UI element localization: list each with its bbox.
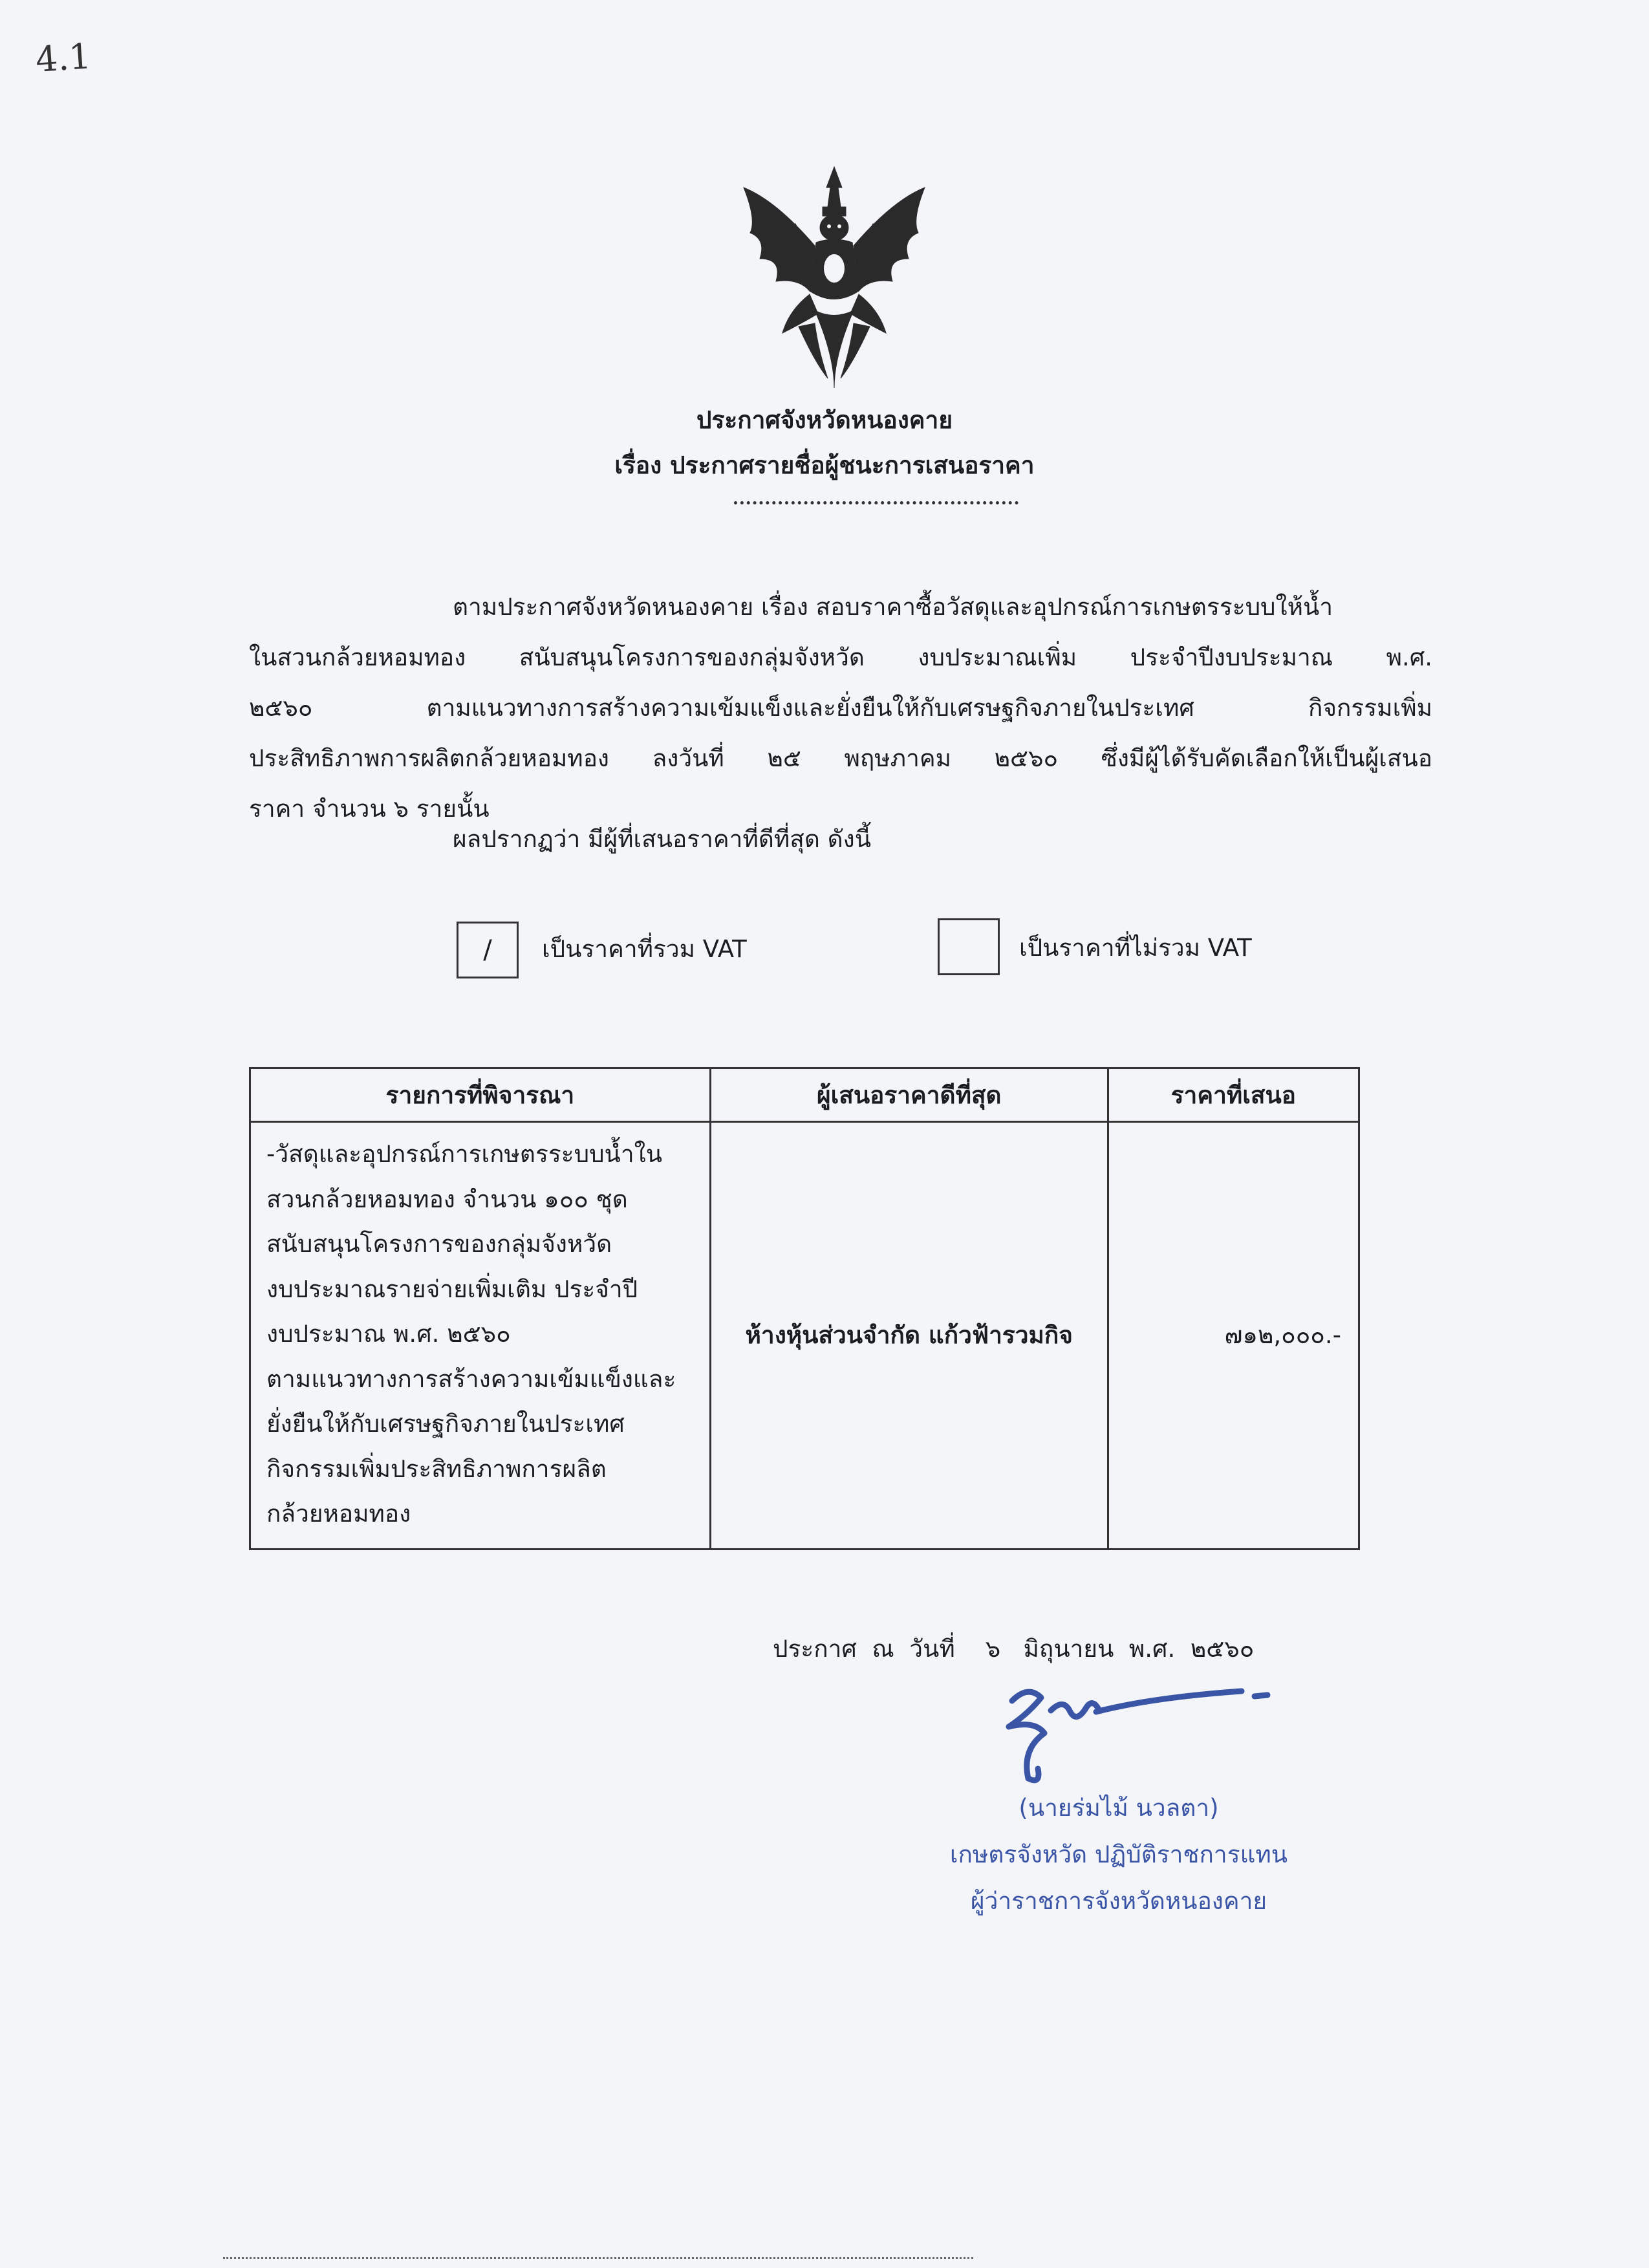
signer-title: เกษตรจังหวัด ปฏิบัติราชการแทน xyxy=(949,1841,1288,1868)
result-statement: ผลปรากฏว่า มีผู้ที่เสนอราคาที่ดีที่สุด ดังนี้ xyxy=(453,825,871,853)
handwritten-signature-icon xyxy=(983,1672,1293,1795)
item-line: กิจกรรมเพิ่มประสิทธิภาพการผลิต xyxy=(266,1454,607,1483)
signer-name: (นายร่มไม้ นวลตา) xyxy=(1018,1794,1219,1822)
handwritten-page-note: 4.1 xyxy=(34,36,92,80)
signer-title: ผู้ว่าราชการจังหวัดหนองคาย xyxy=(970,1887,1267,1915)
item-line: -วัสดุและอุปกรณ์การเกษตรระบบน้ำใน xyxy=(266,1140,662,1168)
vat-excluded-checkbox xyxy=(938,918,1000,975)
vat-excluded-label: เป็นราคาที่ไม่รวม VAT xyxy=(1019,934,1252,962)
body-line: ประสิทธิภาพการผลิตกล้วยหอมทอง ลงวันที่ ๒๕ พฤษภาคม ๒๕๖๐ ซึ่งมีผู้ได้รับคัดเลือกให้เป็นผู้เสนอ xyxy=(249,744,1432,772)
page-edge-mark xyxy=(223,2257,973,2259)
signer-block xyxy=(925,1785,1313,1925)
item-line: ตามแนวทางการสร้างความเข้มแข็งและ xyxy=(266,1365,676,1393)
announcement-title: ประกาศจังหวัดหนองคาย xyxy=(696,406,953,434)
item-line: งบประมาณรายจ่ายเพิ่มเติม ประจำปี xyxy=(266,1275,638,1303)
item-line: สวนกล้วยหอมทอง จำนวน ๑๐๐ ชุด xyxy=(266,1185,628,1213)
column-header-items: รายการที่พิจารณา xyxy=(250,1068,711,1122)
body-line: ๒๕๖๐ ตามแนวทางการสร้างความเข้มแข็งและยั่งยืนให้กับเศรษฐกิจภายในประเทศ กิจกรรมเพิ่ม xyxy=(249,694,1432,722)
winning-bidder: ห้างหุ้นส่วนจำกัด แก้วฟ้ารวมกิจ xyxy=(710,1122,1108,1550)
item-line: สนับสนุนโครงการของกลุ่มจังหวัด xyxy=(266,1230,612,1258)
announcement-date: ประกาศ ณ วันที่ ๖ มิถุนายน พ.ศ. ๒๕๖๐ xyxy=(773,1635,1255,1663)
dotted-divider xyxy=(734,501,1018,504)
column-header-winner: ผู้เสนอราคาดีที่สุด xyxy=(710,1068,1108,1122)
award-table xyxy=(249,1067,1360,1550)
announcement-body xyxy=(249,582,1432,834)
body-line: ตามประกาศจังหวัดหนองคาย เรื่อง สอบราคาซื้อวัสดุและอุปกรณ์การเกษตรระบบให้น้ำ xyxy=(453,593,1333,621)
vat-included-label: เป็นราคาที่รวม VAT xyxy=(542,935,747,963)
item-line: งบประมาณ พ.ศ. ๒๕๖๐ xyxy=(266,1320,511,1348)
item-line: กล้วยหอมทอง xyxy=(266,1500,411,1528)
body-line: ราคา จำนวน ๖ รายนั้น xyxy=(249,795,490,823)
vat-included-checkbox: / xyxy=(457,922,519,978)
table-header-row xyxy=(250,1068,1359,1122)
body-line: ในสวนกล้วยหอมทอง สนับสนุนโครงการของกลุ่มจังหวัด งบประมาณเพิ่ม ประจำปีงบประมาณ พ.ศ. xyxy=(249,643,1432,671)
column-header-price: ราคาที่เสนอ xyxy=(1108,1068,1359,1122)
item-line: ยั่งยืนให้กับเศรษฐกิจภายในประเทศ xyxy=(266,1410,625,1438)
table-row xyxy=(250,1122,1359,1550)
offered-price: ๗๑๒,๐๐๐.- xyxy=(1108,1122,1359,1550)
item-description xyxy=(250,1122,711,1550)
garuda-emblem-icon xyxy=(737,162,931,391)
announcement-subject: เรื่อง ประกาศรายชื่อผู้ชนะการเสนอราคา xyxy=(614,451,1035,479)
